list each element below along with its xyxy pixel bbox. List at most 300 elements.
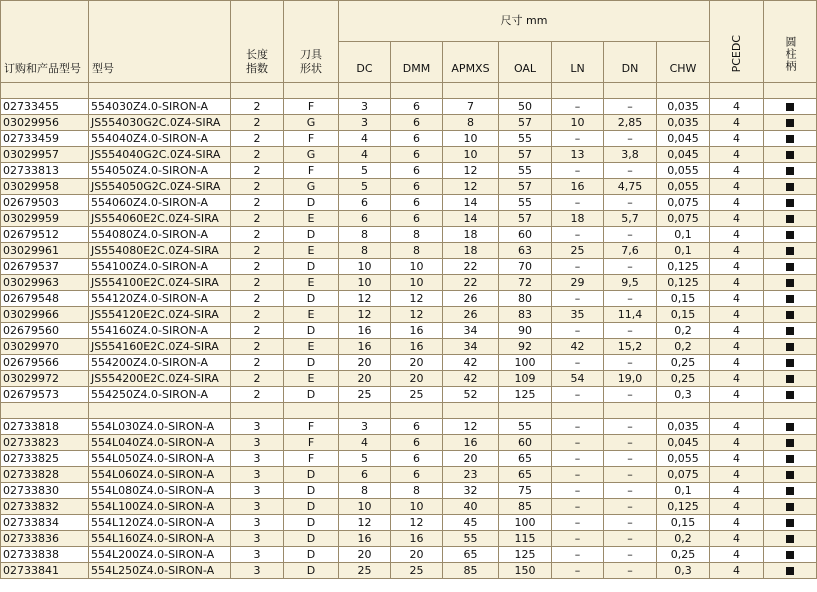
cell-chw: 0,055 xyxy=(657,163,710,179)
cell-pcedc: 4 xyxy=(710,499,764,515)
cell-pcedc: 4 xyxy=(710,371,764,387)
cell-model: JS554100E2C.0Z4-SIRA xyxy=(89,275,231,291)
cell-ln: 16 xyxy=(552,179,604,195)
cell-tool-shape: D xyxy=(284,387,339,403)
cell-tool-shape: D xyxy=(284,483,339,499)
filled-square-icon xyxy=(786,327,794,335)
cell-chw: 0,035 xyxy=(657,419,710,435)
cell-order-no: 02679537 xyxy=(1,259,89,275)
cell-oal: 150 xyxy=(499,563,552,579)
cell-length-index: 2 xyxy=(231,99,284,115)
cell-ln: – xyxy=(552,499,604,515)
cell-pcedc: 4 xyxy=(710,259,764,275)
cell-ln: – xyxy=(552,355,604,371)
cell-apmxs: 55 xyxy=(443,531,499,547)
cell-dc: 12 xyxy=(339,307,391,323)
cell-oal: 57 xyxy=(499,211,552,227)
header-order-no: 订购和产品型号 xyxy=(1,1,89,83)
cell-chw: 0,035 xyxy=(657,99,710,115)
cell-ln: 25 xyxy=(552,243,604,259)
cell-pcedc: 4 xyxy=(710,483,764,499)
cell-tool-shape: D xyxy=(284,227,339,243)
spacer-cell xyxy=(339,403,391,419)
cell-length-index: 3 xyxy=(231,563,284,579)
cell-model: JS554200E2C.0Z4-SIRA xyxy=(89,371,231,387)
cell-length-index: 2 xyxy=(231,275,284,291)
cell-order-no: 03029970 xyxy=(1,339,89,355)
cell-length-index: 2 xyxy=(231,371,284,387)
cell-apmxs: 65 xyxy=(443,547,499,563)
cell-dn: 15,2 xyxy=(604,339,657,355)
cell-tool-shape: F xyxy=(284,419,339,435)
cell-cylindrical-shank xyxy=(764,499,817,515)
cell-oal: 57 xyxy=(499,115,552,131)
cell-pcedc: 4 xyxy=(710,307,764,323)
cell-dn: 4,75 xyxy=(604,179,657,195)
cell-dc: 10 xyxy=(339,275,391,291)
cell-pcedc: 4 xyxy=(710,323,764,339)
cell-pcedc: 4 xyxy=(710,387,764,403)
cell-ln: – xyxy=(552,323,604,339)
cell-order-no: 03029957 xyxy=(1,147,89,163)
cell-oal: 57 xyxy=(499,147,552,163)
cell-dn: 9,5 xyxy=(604,275,657,291)
cell-apmxs: 12 xyxy=(443,163,499,179)
cell-apmxs: 18 xyxy=(443,243,499,259)
cell-apmxs: 32 xyxy=(443,483,499,499)
table-row xyxy=(1,339,817,355)
filled-square-icon xyxy=(786,135,794,143)
cell-dn: – xyxy=(604,131,657,147)
spacer-cell xyxy=(764,403,817,419)
filled-square-icon xyxy=(786,103,794,111)
table-row xyxy=(1,211,817,227)
cell-cylindrical-shank xyxy=(764,531,817,547)
cell-dmm: 6 xyxy=(391,467,443,483)
cell-dc: 20 xyxy=(339,371,391,387)
cell-apmxs: 52 xyxy=(443,387,499,403)
cell-order-no: 03029972 xyxy=(1,371,89,387)
cell-oal: 55 xyxy=(499,419,552,435)
spacer-cell xyxy=(710,83,764,99)
filled-square-icon xyxy=(786,487,794,495)
cell-dc: 5 xyxy=(339,163,391,179)
cell-apmxs: 12 xyxy=(443,419,499,435)
cell-ln: 18 xyxy=(552,211,604,227)
cell-dmm: 12 xyxy=(391,291,443,307)
cell-pcedc: 4 xyxy=(710,355,764,371)
cell-order-no: 02679503 xyxy=(1,195,89,211)
header-dc: DC xyxy=(339,42,391,83)
cell-dc: 10 xyxy=(339,499,391,515)
cell-ln: – xyxy=(552,131,604,147)
cell-tool-shape: E xyxy=(284,211,339,227)
cell-dn: 2,85 xyxy=(604,115,657,131)
table-row xyxy=(1,499,817,515)
cell-length-index: 2 xyxy=(231,147,284,163)
cell-dn: 3,8 xyxy=(604,147,657,163)
cell-apmxs: 22 xyxy=(443,275,499,291)
cell-oal: 70 xyxy=(499,259,552,275)
header-apmxs: APMXS xyxy=(443,42,499,83)
cell-length-index: 2 xyxy=(231,307,284,323)
cell-oal: 60 xyxy=(499,435,552,451)
cell-order-no: 02733828 xyxy=(1,467,89,483)
cell-pcedc: 4 xyxy=(710,515,764,531)
cell-tool-shape: F xyxy=(284,131,339,147)
cell-cylindrical-shank xyxy=(764,243,817,259)
cell-length-index: 2 xyxy=(231,115,284,131)
cell-tool-shape: G xyxy=(284,147,339,163)
group-spacer-row xyxy=(1,83,817,99)
cell-dn: – xyxy=(604,323,657,339)
cell-tool-shape: G xyxy=(284,115,339,131)
cell-length-index: 2 xyxy=(231,179,284,195)
cell-cylindrical-shank xyxy=(764,387,817,403)
cell-dc: 5 xyxy=(339,451,391,467)
cell-model: 554160Z4.0-SIRON-A xyxy=(89,323,231,339)
cell-dc: 4 xyxy=(339,147,391,163)
cell-dmm: 6 xyxy=(391,435,443,451)
spacer-cell xyxy=(231,403,284,419)
cell-chw: 0,15 xyxy=(657,291,710,307)
cell-dmm: 6 xyxy=(391,195,443,211)
cell-length-index: 3 xyxy=(231,499,284,515)
table-row xyxy=(1,163,817,179)
cell-dn: – xyxy=(604,387,657,403)
cell-cylindrical-shank xyxy=(764,339,817,355)
spacer-cell xyxy=(284,83,339,99)
cell-model: 554050Z4.0-SIRON-A xyxy=(89,163,231,179)
cell-dn: – xyxy=(604,291,657,307)
cell-length-index: 2 xyxy=(231,211,284,227)
cell-oal: 90 xyxy=(499,323,552,339)
cell-order-no: 03029958 xyxy=(1,179,89,195)
cell-ln: 29 xyxy=(552,275,604,291)
cell-oal: 72 xyxy=(499,275,552,291)
cell-oal: 100 xyxy=(499,515,552,531)
filled-square-icon xyxy=(786,263,794,271)
cell-dc: 16 xyxy=(339,531,391,547)
spacer-cell xyxy=(657,403,710,419)
cell-pcedc: 4 xyxy=(710,467,764,483)
cell-cylindrical-shank xyxy=(764,547,817,563)
cell-oal: 92 xyxy=(499,339,552,355)
cell-chw: 0,045 xyxy=(657,147,710,163)
table-row xyxy=(1,435,817,451)
cell-dmm: 16 xyxy=(391,323,443,339)
table-row xyxy=(1,195,817,211)
filled-square-icon xyxy=(786,455,794,463)
cell-chw: 0,075 xyxy=(657,211,710,227)
cell-dn: – xyxy=(604,227,657,243)
cell-dc: 16 xyxy=(339,339,391,355)
cell-model: 554L100Z4.0-SIRON-A xyxy=(89,499,231,515)
filled-square-icon xyxy=(786,359,794,367)
cell-pcedc: 4 xyxy=(710,563,764,579)
cell-cylindrical-shank xyxy=(764,131,817,147)
table-row xyxy=(1,563,817,579)
cell-tool-shape: F xyxy=(284,451,339,467)
cell-apmxs: 12 xyxy=(443,179,499,195)
cell-order-no: 02733455 xyxy=(1,99,89,115)
cell-ln: – xyxy=(552,435,604,451)
cell-ln: – xyxy=(552,195,604,211)
spacer-cell xyxy=(499,83,552,99)
cell-model: JS554160E2C.0Z4-SIRA xyxy=(89,339,231,355)
cell-dc: 6 xyxy=(339,211,391,227)
cell-dn: – xyxy=(604,259,657,275)
cell-chw: 0,25 xyxy=(657,547,710,563)
cell-model: 554L200Z4.0-SIRON-A xyxy=(89,547,231,563)
cell-model: 554L060Z4.0-SIRON-A xyxy=(89,467,231,483)
cell-pcedc: 4 xyxy=(710,163,764,179)
cell-dc: 8 xyxy=(339,227,391,243)
filled-square-icon xyxy=(786,423,794,431)
cell-pcedc: 4 xyxy=(710,179,764,195)
cell-length-index: 2 xyxy=(231,323,284,339)
filled-square-icon xyxy=(786,231,794,239)
cell-length-index: 3 xyxy=(231,515,284,531)
table-row xyxy=(1,483,817,499)
cell-pcedc: 4 xyxy=(710,211,764,227)
cell-model: 554L120Z4.0-SIRON-A xyxy=(89,515,231,531)
cell-pcedc: 4 xyxy=(710,531,764,547)
table-row xyxy=(1,291,817,307)
cell-model: 554200Z4.0-SIRON-A xyxy=(89,355,231,371)
cell-dn: – xyxy=(604,163,657,179)
filled-square-icon xyxy=(786,167,794,175)
cell-dmm: 25 xyxy=(391,387,443,403)
cell-oal: 125 xyxy=(499,387,552,403)
cell-ln: – xyxy=(552,483,604,499)
spacer-cell xyxy=(1,403,89,419)
cell-tool-shape: D xyxy=(284,467,339,483)
cell-dmm: 20 xyxy=(391,355,443,371)
header-pcedc xyxy=(710,1,764,83)
cell-dc: 3 xyxy=(339,419,391,435)
header-cylindrical-shank xyxy=(764,1,817,83)
cell-dmm: 6 xyxy=(391,451,443,467)
filled-square-icon xyxy=(786,391,794,399)
cell-cylindrical-shank xyxy=(764,323,817,339)
cell-model: 554L040Z4.0-SIRON-A xyxy=(89,435,231,451)
spacer-cell xyxy=(231,83,284,99)
cell-cylindrical-shank xyxy=(764,515,817,531)
cell-model: JS554030G2C.0Z4-SIRA xyxy=(89,115,231,131)
cell-chw: 0,25 xyxy=(657,371,710,387)
cell-length-index: 2 xyxy=(231,259,284,275)
cell-apmxs: 23 xyxy=(443,467,499,483)
cell-apmxs: 42 xyxy=(443,355,499,371)
cell-apmxs: 20 xyxy=(443,451,499,467)
header-model: 型号 xyxy=(89,1,231,83)
cell-order-no: 02679573 xyxy=(1,387,89,403)
cell-order-no: 02733836 xyxy=(1,531,89,547)
cell-dc: 25 xyxy=(339,563,391,579)
cell-length-index: 3 xyxy=(231,435,284,451)
cell-tool-shape: F xyxy=(284,163,339,179)
cell-model: JS554060E2C.0Z4-SIRA xyxy=(89,211,231,227)
cell-cylindrical-shank xyxy=(764,227,817,243)
cell-tool-shape: D xyxy=(284,563,339,579)
cell-model: 554L250Z4.0-SIRON-A xyxy=(89,563,231,579)
cell-apmxs: 40 xyxy=(443,499,499,515)
cell-dmm: 12 xyxy=(391,515,443,531)
cell-apmxs: 18 xyxy=(443,227,499,243)
header-dimensions: 尺寸 mm xyxy=(339,1,710,42)
cell-pcedc: 4 xyxy=(710,131,764,147)
spacer-cell xyxy=(657,83,710,99)
cell-cylindrical-shank xyxy=(764,211,817,227)
cell-cylindrical-shank xyxy=(764,163,817,179)
cell-dmm: 25 xyxy=(391,563,443,579)
cell-cylindrical-shank xyxy=(764,419,817,435)
cell-ln: 10 xyxy=(552,115,604,131)
cell-dc: 3 xyxy=(339,115,391,131)
filled-square-icon xyxy=(786,183,794,191)
cell-dn: – xyxy=(604,435,657,451)
cell-tool-shape: D xyxy=(284,291,339,307)
cell-cylindrical-shank xyxy=(764,435,817,451)
cell-oal: 85 xyxy=(499,499,552,515)
cell-dc: 20 xyxy=(339,547,391,563)
spacer-cell xyxy=(604,403,657,419)
cell-ln: 13 xyxy=(552,147,604,163)
cell-chw: 0,1 xyxy=(657,483,710,499)
cell-order-no: 03029966 xyxy=(1,307,89,323)
header-dn: DN xyxy=(604,42,657,83)
cell-chw: 0,055 xyxy=(657,451,710,467)
cell-pcedc: 4 xyxy=(710,419,764,435)
cell-chw: 0,055 xyxy=(657,179,710,195)
cell-chw: 0,3 xyxy=(657,387,710,403)
cell-model: 554100Z4.0-SIRON-A xyxy=(89,259,231,275)
cell-tool-shape: D xyxy=(284,195,339,211)
cell-dn: 11,4 xyxy=(604,307,657,323)
cell-length-index: 2 xyxy=(231,163,284,179)
cell-cylindrical-shank xyxy=(764,259,817,275)
cell-cylindrical-shank xyxy=(764,307,817,323)
cell-ln: – xyxy=(552,515,604,531)
cell-oal: 57 xyxy=(499,179,552,195)
cell-tool-shape: E xyxy=(284,339,339,355)
cell-dc: 8 xyxy=(339,483,391,499)
cell-dmm: 6 xyxy=(391,179,443,195)
cell-dmm: 10 xyxy=(391,275,443,291)
header-chw: CHW xyxy=(657,42,710,83)
cell-dc: 12 xyxy=(339,291,391,307)
table-row xyxy=(1,467,817,483)
spacer-cell xyxy=(604,83,657,99)
cell-model: 554120Z4.0-SIRON-A xyxy=(89,291,231,307)
cell-order-no: 03029959 xyxy=(1,211,89,227)
cell-ln: – xyxy=(552,163,604,179)
filled-square-icon xyxy=(786,311,794,319)
cell-order-no: 02733825 xyxy=(1,451,89,467)
cell-length-index: 3 xyxy=(231,531,284,547)
table-row xyxy=(1,451,817,467)
spacer-cell xyxy=(710,403,764,419)
cell-chw: 0,075 xyxy=(657,467,710,483)
cell-dn: – xyxy=(604,531,657,547)
cell-tool-shape: D xyxy=(284,499,339,515)
cell-pcedc: 4 xyxy=(710,547,764,563)
cell-pcedc: 4 xyxy=(710,99,764,115)
cell-length-index: 2 xyxy=(231,387,284,403)
cell-ln: 54 xyxy=(552,371,604,387)
cell-length-index: 3 xyxy=(231,547,284,563)
cell-model: 554080Z4.0-SIRON-A xyxy=(89,227,231,243)
cell-dn: – xyxy=(604,547,657,563)
filled-square-icon xyxy=(786,343,794,351)
cell-order-no: 02733818 xyxy=(1,419,89,435)
table-row xyxy=(1,515,817,531)
cell-apmxs: 8 xyxy=(443,115,499,131)
spacer-cell xyxy=(284,403,339,419)
cell-dmm: 6 xyxy=(391,211,443,227)
cell-dn: – xyxy=(604,515,657,531)
cell-pcedc: 4 xyxy=(710,243,764,259)
cell-model: 554L030Z4.0-SIRON-A xyxy=(89,419,231,435)
filled-square-icon xyxy=(786,503,794,511)
filled-square-icon xyxy=(786,215,794,223)
cell-chw: 0,2 xyxy=(657,531,710,547)
cell-tool-shape: F xyxy=(284,99,339,115)
filled-square-icon xyxy=(786,471,794,479)
table-row xyxy=(1,131,817,147)
cell-dmm: 6 xyxy=(391,99,443,115)
cell-cylindrical-shank xyxy=(764,115,817,131)
cell-dc: 16 xyxy=(339,323,391,339)
cell-dmm: 6 xyxy=(391,115,443,131)
cell-tool-shape: D xyxy=(284,515,339,531)
cell-length-index: 2 xyxy=(231,355,284,371)
cell-dmm: 6 xyxy=(391,147,443,163)
cell-order-no: 02733459 xyxy=(1,131,89,147)
cell-tool-shape: D xyxy=(284,531,339,547)
cell-dmm: 6 xyxy=(391,419,443,435)
cell-tool-shape: D xyxy=(284,355,339,371)
cell-model: JS554120E2C.0Z4-SIRA xyxy=(89,307,231,323)
cell-oal: 60 xyxy=(499,227,552,243)
table-row xyxy=(1,387,817,403)
cell-cylindrical-shank xyxy=(764,147,817,163)
cell-length-index: 3 xyxy=(231,483,284,499)
cell-ln: – xyxy=(552,451,604,467)
cell-oal: 109 xyxy=(499,371,552,387)
cell-length-index: 2 xyxy=(231,339,284,355)
filled-square-icon xyxy=(786,439,794,447)
cell-dc: 4 xyxy=(339,131,391,147)
table-row xyxy=(1,243,817,259)
cell-dn: – xyxy=(604,483,657,499)
cell-model: 554L050Z4.0-SIRON-A xyxy=(89,451,231,467)
cell-oal: 80 xyxy=(499,291,552,307)
cell-dn: 19,0 xyxy=(604,371,657,387)
table-row xyxy=(1,115,817,131)
cell-apmxs: 42 xyxy=(443,371,499,387)
cell-dmm: 16 xyxy=(391,531,443,547)
cell-dmm: 12 xyxy=(391,307,443,323)
cell-apmxs: 14 xyxy=(443,211,499,227)
filled-square-icon xyxy=(786,567,794,575)
spacer-cell xyxy=(339,83,391,99)
cell-pcedc: 4 xyxy=(710,275,764,291)
cell-pcedc: 4 xyxy=(710,339,764,355)
cell-apmxs: 85 xyxy=(443,563,499,579)
table-body xyxy=(1,83,817,579)
